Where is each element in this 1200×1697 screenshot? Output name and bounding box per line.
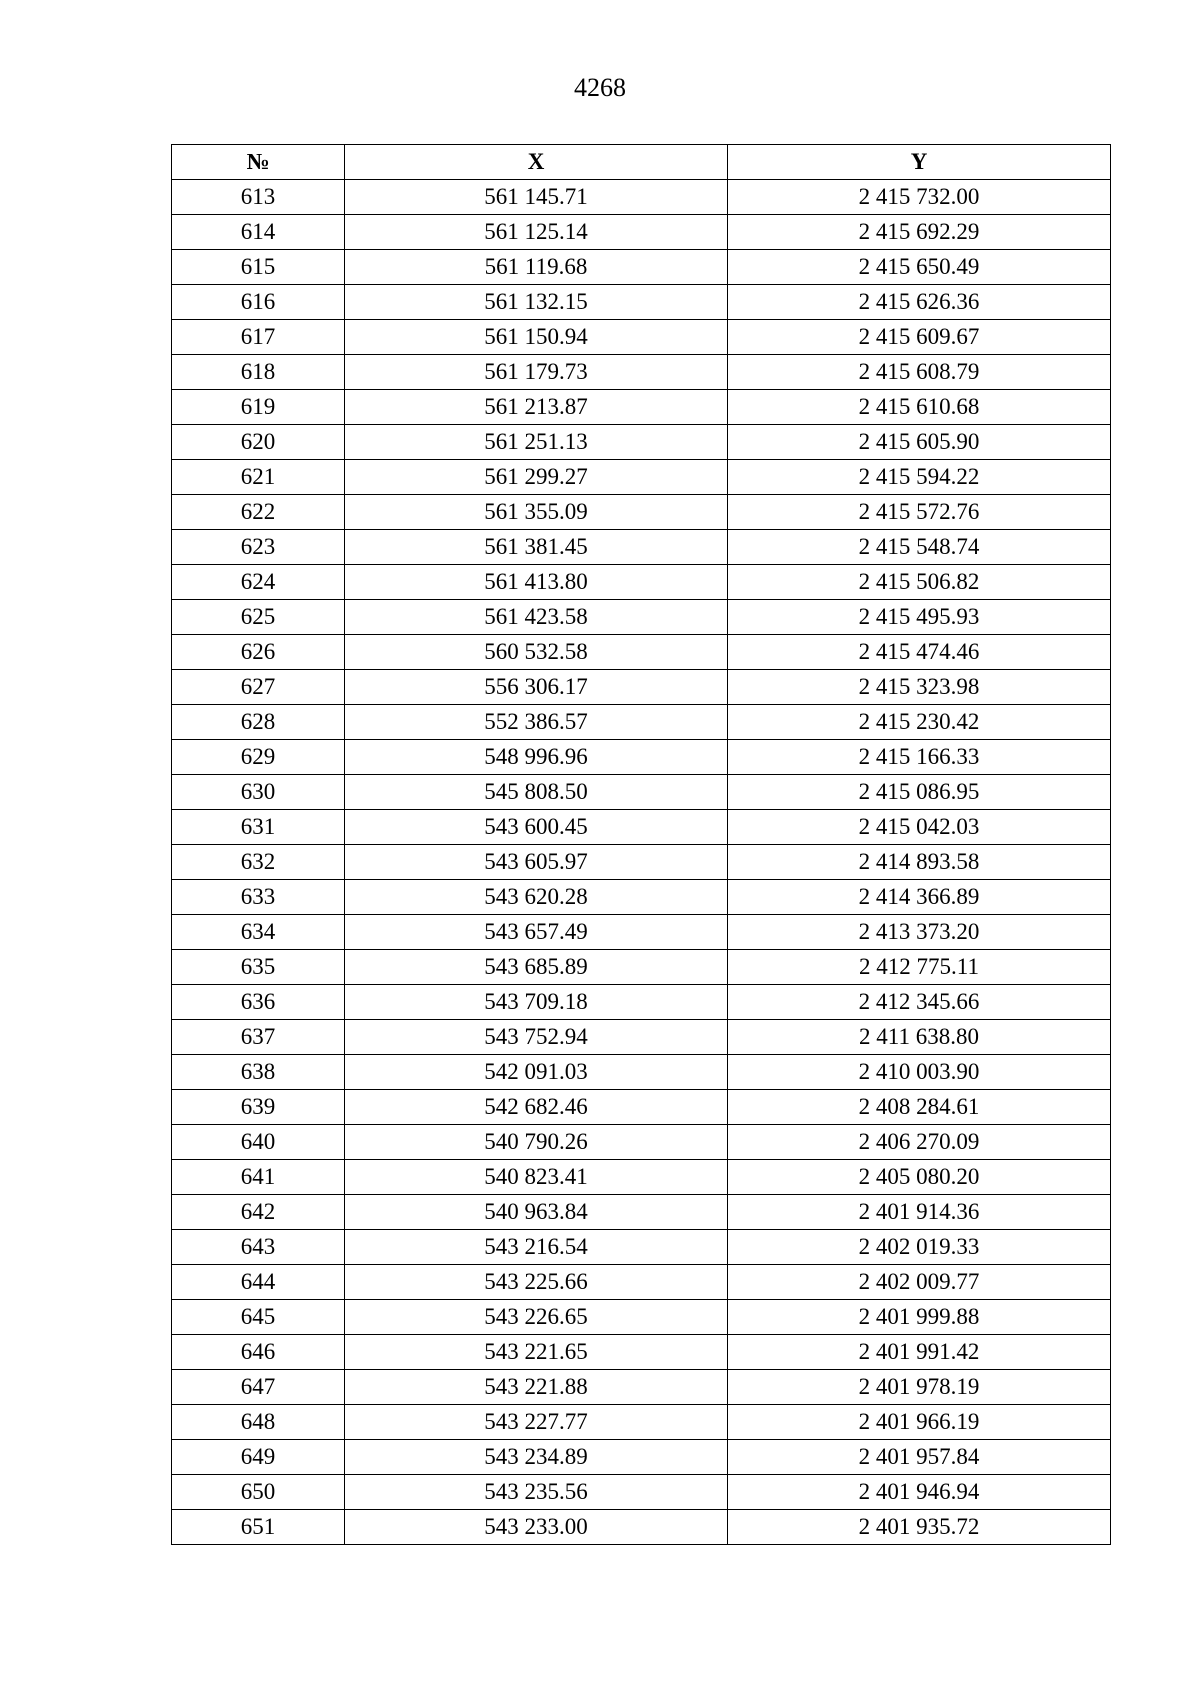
cell-y: 2 415 166.33 xyxy=(728,740,1111,775)
table-row xyxy=(172,1055,1111,1090)
cell-y: 2 415 650.49 xyxy=(728,250,1111,285)
table-row xyxy=(172,1475,1111,1510)
cell-x: 543 235.56 xyxy=(345,1475,728,1510)
column-header-number: № xyxy=(172,145,345,180)
cell-y: 2 410 003.90 xyxy=(728,1055,1111,1090)
cell-y: 2 413 373.20 xyxy=(728,915,1111,950)
table-row xyxy=(172,1300,1111,1335)
cell-y: 2 401 946.94 xyxy=(728,1475,1111,1510)
cell-x: 543 620.28 xyxy=(345,880,728,915)
cell-y: 2 414 893.58 xyxy=(728,845,1111,880)
cell-x: 543 221.88 xyxy=(345,1370,728,1405)
cell-number: 620 xyxy=(172,425,345,460)
cell-number: 622 xyxy=(172,495,345,530)
cell-y: 2 415 626.36 xyxy=(728,285,1111,320)
page-number: 4268 xyxy=(574,73,626,102)
cell-number: 645 xyxy=(172,1300,345,1335)
cell-x: 561 145.71 xyxy=(345,180,728,215)
cell-number: 637 xyxy=(172,1020,345,1055)
cell-number: 625 xyxy=(172,600,345,635)
table-row xyxy=(172,1020,1111,1055)
cell-y: 2 401 991.42 xyxy=(728,1335,1111,1370)
cell-y: 2 415 732.00 xyxy=(728,180,1111,215)
cell-number: 619 xyxy=(172,390,345,425)
table-row xyxy=(172,1510,1111,1545)
table-row xyxy=(172,1370,1111,1405)
cell-x: 543 657.49 xyxy=(345,915,728,950)
cell-x: 542 682.46 xyxy=(345,1090,728,1125)
cell-x: 552 386.57 xyxy=(345,705,728,740)
cell-x: 543 605.97 xyxy=(345,845,728,880)
table-row xyxy=(172,670,1111,705)
cell-y: 2 415 609.67 xyxy=(728,320,1111,355)
cell-x: 561 179.73 xyxy=(345,355,728,390)
cell-number: 646 xyxy=(172,1335,345,1370)
cell-number: 647 xyxy=(172,1370,345,1405)
table-row xyxy=(172,530,1111,565)
table-row xyxy=(172,320,1111,355)
cell-number: 633 xyxy=(172,880,345,915)
table-row xyxy=(172,985,1111,1020)
cell-x: 543 685.89 xyxy=(345,950,728,985)
table-row xyxy=(172,1265,1111,1300)
cell-y: 2 415 605.90 xyxy=(728,425,1111,460)
cell-y: 2 415 610.68 xyxy=(728,390,1111,425)
table-row xyxy=(172,425,1111,460)
cell-x: 561 125.14 xyxy=(345,215,728,250)
cell-y: 2 412 345.66 xyxy=(728,985,1111,1020)
table-row xyxy=(172,1335,1111,1370)
cell-x: 542 091.03 xyxy=(345,1055,728,1090)
cell-y: 2 415 608.79 xyxy=(728,355,1111,390)
cell-number: 641 xyxy=(172,1160,345,1195)
cell-number: 635 xyxy=(172,950,345,985)
table-row xyxy=(172,740,1111,775)
cell-y: 2 415 323.98 xyxy=(728,670,1111,705)
cell-y: 2 415 042.03 xyxy=(728,810,1111,845)
cell-y: 2 415 230.42 xyxy=(728,705,1111,740)
cell-number: 636 xyxy=(172,985,345,1020)
cell-y: 2 401 914.36 xyxy=(728,1195,1111,1230)
table-row xyxy=(172,460,1111,495)
table-body xyxy=(172,180,1111,1545)
cell-x: 561 413.80 xyxy=(345,565,728,600)
cell-number: 648 xyxy=(172,1405,345,1440)
cell-y: 2 415 474.46 xyxy=(728,635,1111,670)
table-row xyxy=(172,1405,1111,1440)
cell-number: 640 xyxy=(172,1125,345,1160)
cell-number: 617 xyxy=(172,320,345,355)
cell-number: 624 xyxy=(172,565,345,600)
cell-number: 644 xyxy=(172,1265,345,1300)
cell-x: 543 216.54 xyxy=(345,1230,728,1265)
table-row xyxy=(172,1230,1111,1265)
cell-x: 561 132.15 xyxy=(345,285,728,320)
cell-y: 2 401 999.88 xyxy=(728,1300,1111,1335)
cell-x: 543 226.65 xyxy=(345,1300,728,1335)
cell-y: 2 415 086.95 xyxy=(728,775,1111,810)
cell-number: 650 xyxy=(172,1475,345,1510)
cell-number: 616 xyxy=(172,285,345,320)
table-row xyxy=(172,180,1111,215)
cell-y: 2 415 572.76 xyxy=(728,495,1111,530)
cell-y: 2 408 284.61 xyxy=(728,1090,1111,1125)
cell-x: 556 306.17 xyxy=(345,670,728,705)
cell-x: 543 752.94 xyxy=(345,1020,728,1055)
table-row xyxy=(172,950,1111,985)
cell-x: 543 221.65 xyxy=(345,1335,728,1370)
table-row xyxy=(172,1090,1111,1125)
cell-number: 639 xyxy=(172,1090,345,1125)
cell-number: 632 xyxy=(172,845,345,880)
cell-number: 642 xyxy=(172,1195,345,1230)
cell-number: 634 xyxy=(172,915,345,950)
cell-number: 614 xyxy=(172,215,345,250)
cell-x: 561 299.27 xyxy=(345,460,728,495)
cell-number: 651 xyxy=(172,1510,345,1545)
cell-number: 629 xyxy=(172,740,345,775)
cell-y: 2 415 506.82 xyxy=(728,565,1111,600)
cell-y: 2 405 080.20 xyxy=(728,1160,1111,1195)
table-row xyxy=(172,390,1111,425)
table-row xyxy=(172,810,1111,845)
cell-x: 560 532.58 xyxy=(345,635,728,670)
table-row xyxy=(172,880,1111,915)
column-header-y: Y xyxy=(728,145,1111,180)
cell-number: 623 xyxy=(172,530,345,565)
cell-x: 543 234.89 xyxy=(345,1440,728,1475)
table-row xyxy=(172,250,1111,285)
cell-x: 540 963.84 xyxy=(345,1195,728,1230)
cell-y: 2 401 935.72 xyxy=(728,1510,1111,1545)
cell-number: 615 xyxy=(172,250,345,285)
cell-number: 626 xyxy=(172,635,345,670)
cell-number: 613 xyxy=(172,180,345,215)
table-row xyxy=(172,1125,1111,1160)
table-row xyxy=(172,285,1111,320)
cell-x: 561 119.68 xyxy=(345,250,728,285)
cell-x: 545 808.50 xyxy=(345,775,728,810)
cell-y: 2 415 692.29 xyxy=(728,215,1111,250)
cell-number: 618 xyxy=(172,355,345,390)
cell-y: 2 401 957.84 xyxy=(728,1440,1111,1475)
cell-y: 2 411 638.80 xyxy=(728,1020,1111,1055)
cell-y: 2 406 270.09 xyxy=(728,1125,1111,1160)
cell-x: 548 996.96 xyxy=(345,740,728,775)
cell-x: 543 225.66 xyxy=(345,1265,728,1300)
cell-x: 561 150.94 xyxy=(345,320,728,355)
table-row xyxy=(172,705,1111,740)
cell-x: 543 709.18 xyxy=(345,985,728,1020)
table-row xyxy=(172,495,1111,530)
cell-x: 561 423.58 xyxy=(345,600,728,635)
cell-x: 561 355.09 xyxy=(345,495,728,530)
table-row xyxy=(172,635,1111,670)
column-header-x: X xyxy=(345,145,728,180)
cell-number: 649 xyxy=(172,1440,345,1475)
cell-number: 627 xyxy=(172,670,345,705)
cell-number: 643 xyxy=(172,1230,345,1265)
cell-number: 638 xyxy=(172,1055,345,1090)
table-row xyxy=(172,565,1111,600)
cell-number: 621 xyxy=(172,460,345,495)
cell-x: 543 227.77 xyxy=(345,1405,728,1440)
table-row xyxy=(172,915,1111,950)
table-header-row xyxy=(172,145,1111,180)
table-row xyxy=(172,355,1111,390)
cell-y: 2 415 548.74 xyxy=(728,530,1111,565)
cell-x: 561 251.13 xyxy=(345,425,728,460)
table-row xyxy=(172,600,1111,635)
table-row xyxy=(172,1440,1111,1475)
cell-x: 543 600.45 xyxy=(345,810,728,845)
cell-x: 543 233.00 xyxy=(345,1510,728,1545)
cell-number: 630 xyxy=(172,775,345,810)
cell-y: 2 402 009.77 xyxy=(728,1265,1111,1300)
cell-x: 540 823.41 xyxy=(345,1160,728,1195)
table-row xyxy=(172,845,1111,880)
cell-x: 561 213.87 xyxy=(345,390,728,425)
table-row xyxy=(172,1195,1111,1230)
cell-y: 2 415 594.22 xyxy=(728,460,1111,495)
cell-x: 561 381.45 xyxy=(345,530,728,565)
cell-number: 628 xyxy=(172,705,345,740)
coordinates-table xyxy=(171,144,1111,1545)
cell-y: 2 401 966.19 xyxy=(728,1405,1111,1440)
cell-y: 2 414 366.89 xyxy=(728,880,1111,915)
table-row xyxy=(172,215,1111,250)
cell-x: 540 790.26 xyxy=(345,1125,728,1160)
table-row xyxy=(172,775,1111,810)
cell-y: 2 402 019.33 xyxy=(728,1230,1111,1265)
cell-y: 2 401 978.19 xyxy=(728,1370,1111,1405)
cell-y: 2 415 495.93 xyxy=(728,600,1111,635)
cell-number: 631 xyxy=(172,810,345,845)
table-row xyxy=(172,1160,1111,1195)
cell-y: 2 412 775.11 xyxy=(728,950,1111,985)
